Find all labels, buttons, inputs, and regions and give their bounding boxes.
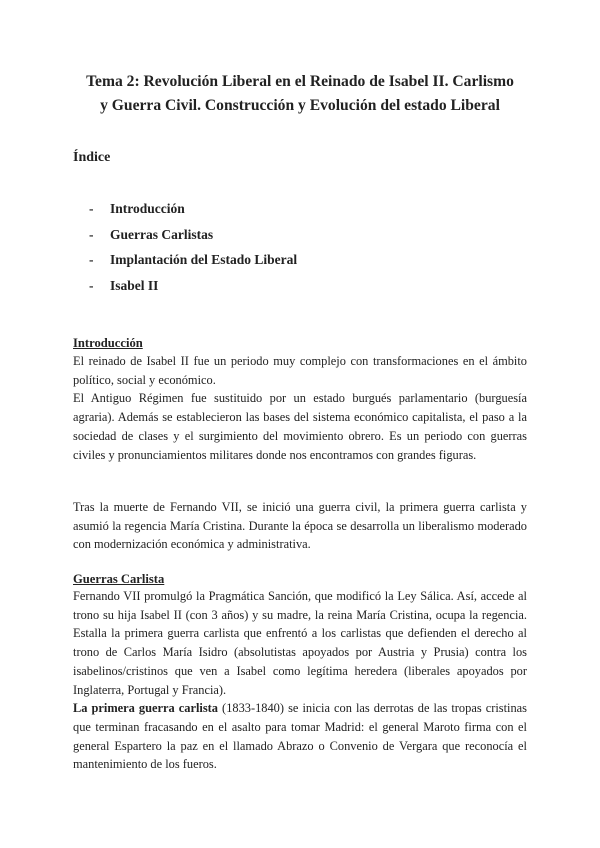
- index-item-implantacion: [89, 251, 297, 277]
- index-item-label: Implantación del Estado Liberal: [110, 252, 298, 268]
- index-heading: Índice: [73, 150, 111, 165]
- list-dash: -: [89, 201, 94, 216]
- intro-section-body: [73, 352, 527, 464]
- index-item-introduccion: [89, 200, 297, 226]
- list-dash: -: [89, 278, 94, 294]
- index-item-label: Introducción: [110, 201, 185, 216]
- intro-paragraph-3-block: [73, 498, 527, 554]
- carlistas-paragraph-2-lead: La primera guerra carlista: [73, 701, 218, 716]
- document-title: [60, 70, 540, 118]
- carlistas-paragraph-1: Fernando VII promulgó la Pragmática Sanción, que modificó la Ley Sálica. Así, accede al trono su hija Isabel II (con 3 años) y su madre, la reina María Cristina, ocupa la regencia. Estalla la primera guerra carlista que enfrentó a los carlistas que defienden el derecho al trono de Carlos María Isidro (absolutistas apoyados por Austria y Prusia) contra los isabelinos/cristinos que ven a Isabel como legítima heredera (liberales apoyados por Inglaterra, Portugal y Francia).: [73, 589, 527, 697]
- carlistas-paragraph-2-text: (1833-1840) se inicia con las derrotas de las tropas cristinas que terminan fracasando en el asalto para tomar Madrid: el general Maroto firma con el general Espartero la paz en el llamado Abrazo o Convenio de Vergara que reconocía el mantenimiento de los fueros.: [73, 701, 527, 772]
- index-item-label: Guerras Carlistas: [110, 226, 214, 242]
- index-item-guerras-carlistas: [89, 226, 297, 252]
- index-item-isabel-ii: [89, 277, 297, 303]
- index-item-label: Isabel II: [110, 278, 159, 294]
- title-line-1: Tema 2: Revolución Liberal en el Reinado de Isabel II. Carlismo: [86, 73, 514, 90]
- carlistas-paragraph-2: [73, 699, 527, 774]
- list-dash: -: [89, 226, 94, 242]
- section-heading-introduccion: Introducción: [73, 336, 143, 350]
- section-heading-guerras-carlista: Guerras Carlista: [73, 572, 165, 586]
- title-line-2: y Guerra Civil. Construcción y Evolución del estado Liberal: [100, 97, 500, 114]
- intro-paragraph-1: El reinado de Isabel II fue un periodo muy complejo con transformaciones en el ámbito político, social y económico.: [73, 354, 527, 387]
- intro-paragraph-2: El Antiguo Régimen fue sustituido por un estado burgués parlamentario (burguesía agraria). Además se establecieron las bases del sistema económico capitalista, el paso a la sociedad de clases y el surgimiento del movimiento obrero. Es un periodo con guerras civiles y pronunciamientos militares donde nos encontramos con grandes figuras.: [73, 391, 527, 462]
- carlistas-section-body: [73, 587, 527, 774]
- intro-paragraph-3: Tras la muerte de Fernando VII, se inició una guerra civil, la primera guerra carlista y asumió la regencia María Cristina. Durante la época se desarrolla un liberalismo moderado con modernización económica y administrativa.: [73, 500, 527, 552]
- index-list: [89, 200, 297, 303]
- list-dash: -: [89, 252, 94, 268]
